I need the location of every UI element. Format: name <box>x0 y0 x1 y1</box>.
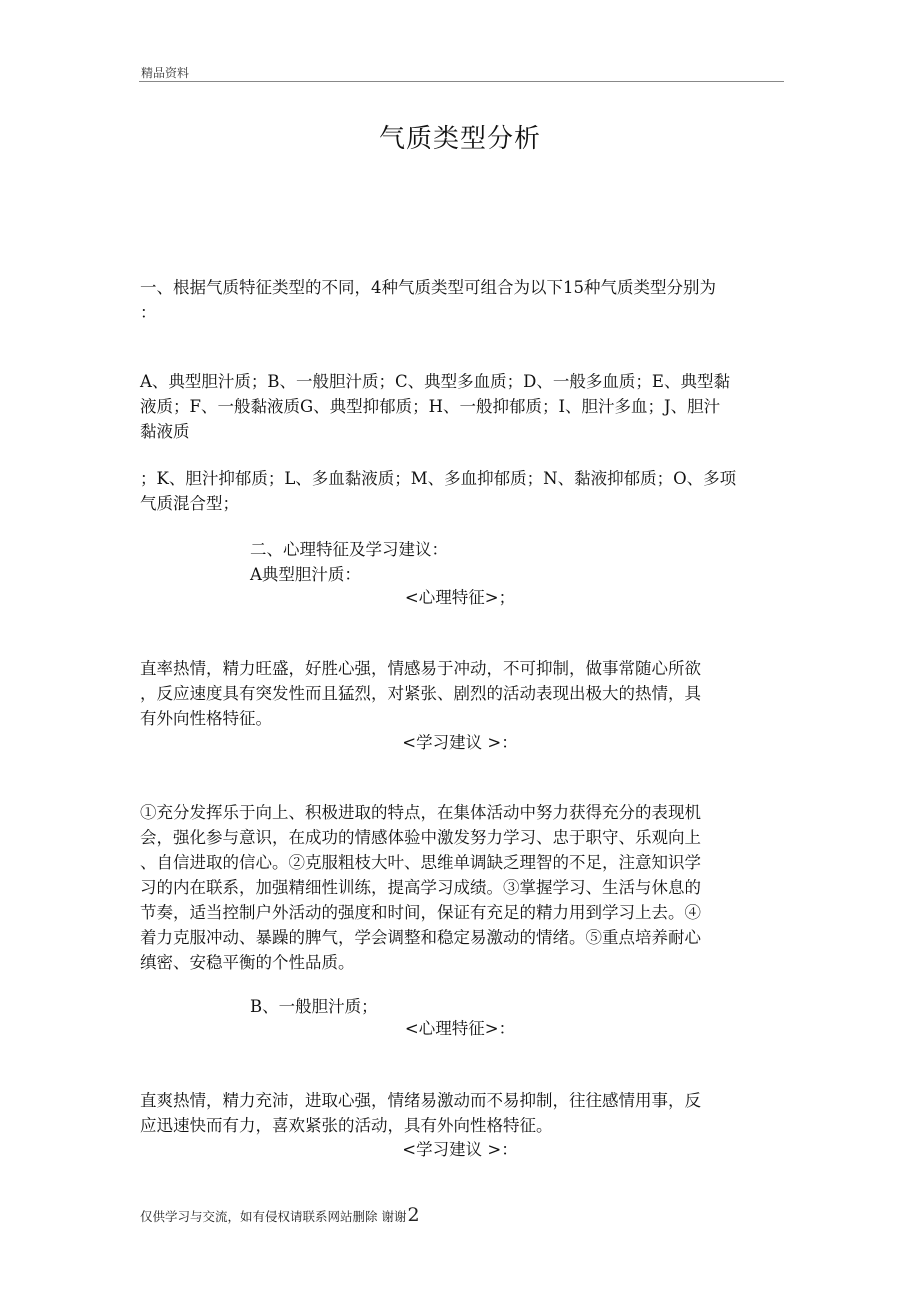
types-line: 黏液质 <box>140 422 190 441</box>
text-line: ①充分发挥乐于向上、积极进取的特点，在集体活动中努力获得充分的表现机 <box>140 803 701 822</box>
footer-note: 仅供学习与交流，如有侵权请联系网站删除 谢谢 <box>140 1209 407 1224</box>
type-a-traits-paragraph <box>140 656 780 731</box>
header-label: 精品资料 <box>141 66 190 80</box>
intro-paragraph <box>140 275 780 325</box>
page-number: 2 <box>407 1204 420 1226</box>
type-b-advice-label: <学习建议 >： <box>402 1140 518 1159</box>
types-paragraph-continued <box>140 466 780 516</box>
page-title: 气质类型分析 <box>378 124 541 154</box>
intro-line: 一、根据气质特征类型的不同，4种气质类型可组合为以下15种气质类型分别为 <box>140 278 716 297</box>
text-line: 节奏，适当控制户外活动的强度和时间，保证有充足的精力用到学习上去。④ <box>140 903 701 922</box>
page-footer <box>140 1204 420 1226</box>
text-line: 应迅速快而有力，喜欢紧张的活动，具有外向性格特征。 <box>140 1116 553 1135</box>
text-line: 着力克服冲动、暴躁的脾气，学会调整和稳定易激动的情绪。⑤重点培养耐心 <box>140 928 701 947</box>
type-b-traits-paragraph <box>140 1088 780 1138</box>
types-line: 液质；F、一般黏液质G、典型抑郁质；H、一般抑郁质；I、胆汁多血；J、胆汁 <box>140 397 721 416</box>
type-a-advice-paragraph <box>140 800 780 975</box>
text-line: 直率热情，精力旺盛，好胜心强，情感易于冲动，不可抑制，做事常随心所欲 <box>140 659 701 678</box>
types-line: ；K、胆汁抑郁质；L、多血黏液质；M、多血抑郁质；N、黏液抑郁质；O、多项 <box>140 469 737 488</box>
text-line: 习的内在联系，加强精细性训练，提高学习成绩。③掌握学习、生活与休息的 <box>140 878 701 897</box>
types-line: 气质混合型； <box>140 494 239 513</box>
intro-line: ： <box>140 303 157 322</box>
types-paragraph <box>140 369 780 444</box>
types-line: A、典型胆汁质；B、一般胆汁质；C、典型多血质；D、一般多血质；E、典型黏 <box>140 372 730 391</box>
text-line: 、自信进取的信心。②克服粗枝大叶、思维单调缺乏理智的不足，注意知识学 <box>140 853 701 872</box>
text-line: 会，强化参与意识，在成功的情感体验中激发努力学习、忠于职守、乐观向上 <box>140 828 701 847</box>
type-a-traits-label: <心理特征>； <box>404 588 516 607</box>
text-line: 有外向性格特征。 <box>140 709 272 728</box>
type-a-advice-label: <学习建议 >： <box>402 733 518 752</box>
type-a-heading: A典型胆汁质： <box>250 565 361 584</box>
type-b-traits-label: <心理特征>： <box>404 1019 516 1038</box>
text-line: 直爽热情，精力充沛，进取心强，情绪易激动而不易抑制，往往感情用事，反 <box>140 1091 701 1110</box>
text-line: 缜密、安稳平衡的个性品质。 <box>140 953 355 972</box>
text-line: ，反应速度具有突发性而且猛烈，对紧张、剧烈的活动表现出极大的热情，具 <box>140 684 701 703</box>
section-2-heading: 二、心理特征及学习建议： <box>250 540 448 559</box>
header-divider <box>139 81 784 82</box>
type-b-heading: B、一般胆汁质； <box>250 997 378 1016</box>
